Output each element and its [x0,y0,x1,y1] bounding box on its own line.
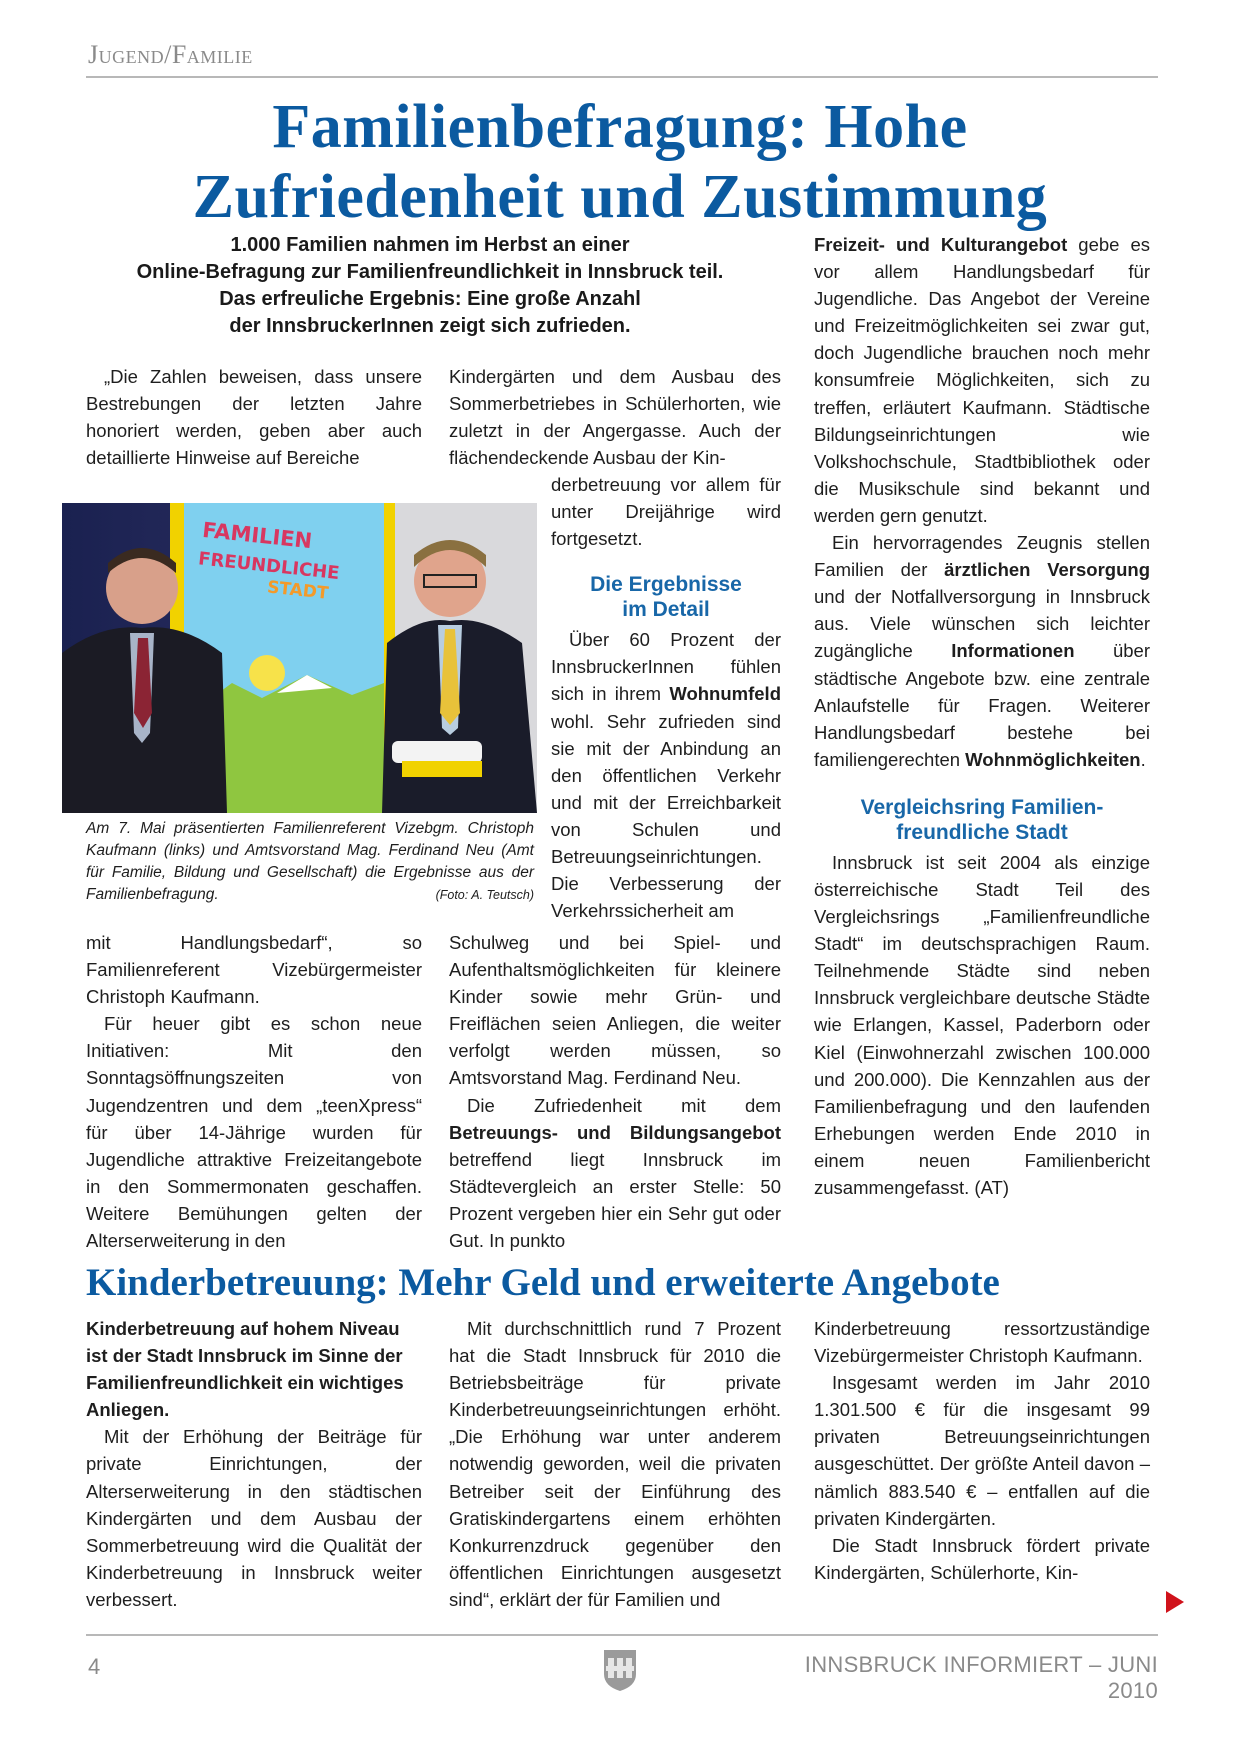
city-crest-icon [602,1648,638,1692]
subheading-line: Vergleichsring Familien- [860,795,1104,819]
article-title [60,92,1180,232]
svg-text:STADT: STADT [266,577,330,604]
subheading-line: Die Ergebnisse [590,573,742,597]
paragraph: Insgesamt werden im Jahr 2010 1.301.500 € für die insgesamt 99 privaten Betreuungseinrichtungen ausgeschüttet. Der größte Anteil davon – nämlich 883.540 € – entfallen auf die privaten Kindergärten. [814,1372,1150,1529]
paragraph: Kindergärten und dem Ausbau des Sommerbetriebes in Schülerhorten, wie zuletzt in der Angergasse. Auch der flächendeckende Ausbau der Kin- [449,366,781,469]
subheading-results [551,572,781,622]
paragraph: Mit der Erhöhung der Beiträge für private Einrichtungen, der Alterserweiterung in den städtischen Kindergärten und dem Ausbau der Sommerbetreuung wird die Qualität der Kinderbetreuung in Innsbruck weiter verbessert. [86,1426,422,1610]
header-rule [86,76,1158,78]
subheading-line: im Detail [622,598,710,622]
col3 [814,231,1150,1201]
paragraph: Über 60 Prozent der InnsbruckerInnen fühlen sich in ihrem Wohnumfeld wohl. Sehr zufrieden sind sie mit der Anbindung an den öffentlichen Verkehr und mit der Erreichbarkeit von Schulen und Betreuungseinrichtungen. Die Verbesserung der Verkehrssicherheit am [551,629,781,922]
article2-lead: Kinderbetreuung auf hohem Niveau ist der Stadt Innsbruck im Sinne der Familienfreundlichkeit ein wichtiges Anliegen. [86,1318,404,1421]
page-number: 4 [88,1654,101,1679]
col1-top [86,363,422,471]
paragraph: Für heuer gibt es schon neue Initiativen: Mit den Sonntagsöffnungszeiten von Jugendzentren und dem „teenXpress“ für über 14-Jährige wurden für Jugendliche attraktive Freizeitangebote in den Sommermonaten geschaffen. Weitere Bemühungen gelten der Alterserweiterung in den [86,1013,422,1252]
paragraph: „Die Zahlen beweisen, dass unsere Bestrebungen der letzten Jahre honoriert werden, geben aber auch detaillierte Hinweise auf Bereiche [86,366,422,469]
lead-line: Das erfreuliche Ergebnis: Eine große Anzahl [219,288,641,310]
article2-title: Kinderbetreuung: Mehr Geld und erweiterte Angebote [86,1261,1000,1304]
col2-top [449,363,781,471]
article2-col3 [814,1315,1150,1586]
article-photo [62,503,537,813]
photo-caption [86,818,534,906]
paragraph: Ein hervorragendes Zeugnis stellen Familien der ärztlichen Versorgung und der Notfallversorgung in Innsbruck aus. Viele wünschen sich leichter zugängliche Informationen über städtische Angebote bzw. eine zentrale Anlaufstelle für Fragen. Weiterer Handlungsbedarf bestehe bei familiengerechten Wohnmöglichkeiten. [814,532,1150,770]
subheading-vergleichsring [814,795,1150,845]
paragraph: mit Handlungsbedarf“, so Familienreferent Vizebürgermeister Christoph Kaufmann. [86,932,422,1008]
lead-line: der InnsbruckerInnen zeigt sich zufrieden. [229,315,631,337]
col1-bottom [86,929,422,1254]
continue-arrow-icon [1166,1591,1184,1613]
col2-bottom [449,929,781,1254]
section-label: Jugend/Familie [88,40,253,69]
paragraph: Freizeit- und Kulturangebot gebe es vor allem Handlungsbedarf für Jugendliche. Das Angebot der Vereine und Freizeitmöglichkeiten sei zwar gut, doch Jugendliche brauchen noch mehr konsumfreie Möglichkeiten, sich zu treffen, erläutert Kaufmann. Städtische Bildungseinrichtungen wie Volkshochschule, Stadtbibliothek oder die Musikschule sind bekannt und werden gern genutzt. [814,234,1150,526]
article-lead [60,232,800,340]
svg-text:FREUNDLICHE: FREUNDLICHE [197,548,341,585]
paragraph: Schulweg und bei Spiel- und Aufenthaltsmöglichkeiten für kleinere Kinder sowie mehr Grün- und Freiflächen seien Anliegen, die weiter verfolgt werden müssen, so Amtsvorstand Mag. Ferdinand Neu. [449,932,781,1089]
article2-col2 [449,1315,781,1613]
svg-text:FAMILIEN: FAMILIEN [201,517,314,554]
photo-credit: (Foto: A. Teutsch) [435,888,534,902]
article2-col1 [86,1315,422,1613]
subheading-line: freundliche Stadt [896,820,1068,844]
paragraph: derbetreuung vor allem für unter Dreijährige wird fortgesetzt. [551,474,781,550]
publication-name: INNSBRUCK INFORMIERT – JUNI 2010 [804,1652,1158,1703]
footer-rule [86,1634,1158,1636]
col2-narrow [551,471,781,924]
caption-text: Am 7. Mai präsentierten Familienreferent Vizebgm. Christoph Kaufmann (links) und Amtsvorstand Mag. Ferdinand Neu (Amt für Familie, Bildung und Gesellschaft) die Ergebnisse aus der Familienbefragung. [86,820,534,903]
lead-line: Online-Befragung zur Familienfreundlichkeit in Innsbruck teil. [136,261,724,283]
title-line-2: Zufriedenheit und Zustimmung [192,163,1048,231]
paragraph: Mit durchschnittlich rund 7 Prozent hat die Stadt Innsbruck für 2010 die Betriebsbeiträge für private Kinderbetreuungseinrichtungen erhöht. „Die Erhöhung war unter anderem notwendig geworden, weil die privaten Betreiber seit der Einführung des Gratiskindergartens einem erhöhten Konkurrenzdruck gegenüber den öffentlichen Einrichtungen ausgesetzt sind“, erklärt der für Familien und [449,1318,781,1610]
lead-line: 1.000 Familien nahmen im Herbst an einer [230,234,630,256]
paragraph: Innsbruck ist seit 2004 als einzige österreichische Stadt Teil des Vergleichsrings „Familienfreundliche Stadt“ im deutschsprachigen Raum. Teilnehmende Städte sind neben Innsbruck vergleichbare deutsche Städte wie Erlangen, Kassel, Paderborn oder Kiel (Einwohnerzahl zwischen 100.000 und 200.000). Die Kennzahlen aus der Familienbefragung und den laufenden Erhebungen werden Ende 2010 in einem neuen Familienbericht zusammengefasst. (AT) [814,851,1150,1198]
paragraph: Die Zufriedenheit mit dem Betreuungs- und Bildungsangebot betreffend liegt Innsbruck im Städtevergleich an erster Stelle: 50 Prozent vergeben hier ein Sehr gut oder Gut. In punkto [449,1094,781,1252]
paragraph: Kinderbetreuung ressortzuständige Vizebürgermeister Christoph Kaufmann. [814,1318,1150,1367]
photo-image [62,503,537,813]
paragraph: Die Stadt Innsbruck fördert private Kindergärten, Schülerhorte, Kin- [814,1534,1150,1583]
title-line-1: Familienbefragung: Hohe [272,93,968,161]
